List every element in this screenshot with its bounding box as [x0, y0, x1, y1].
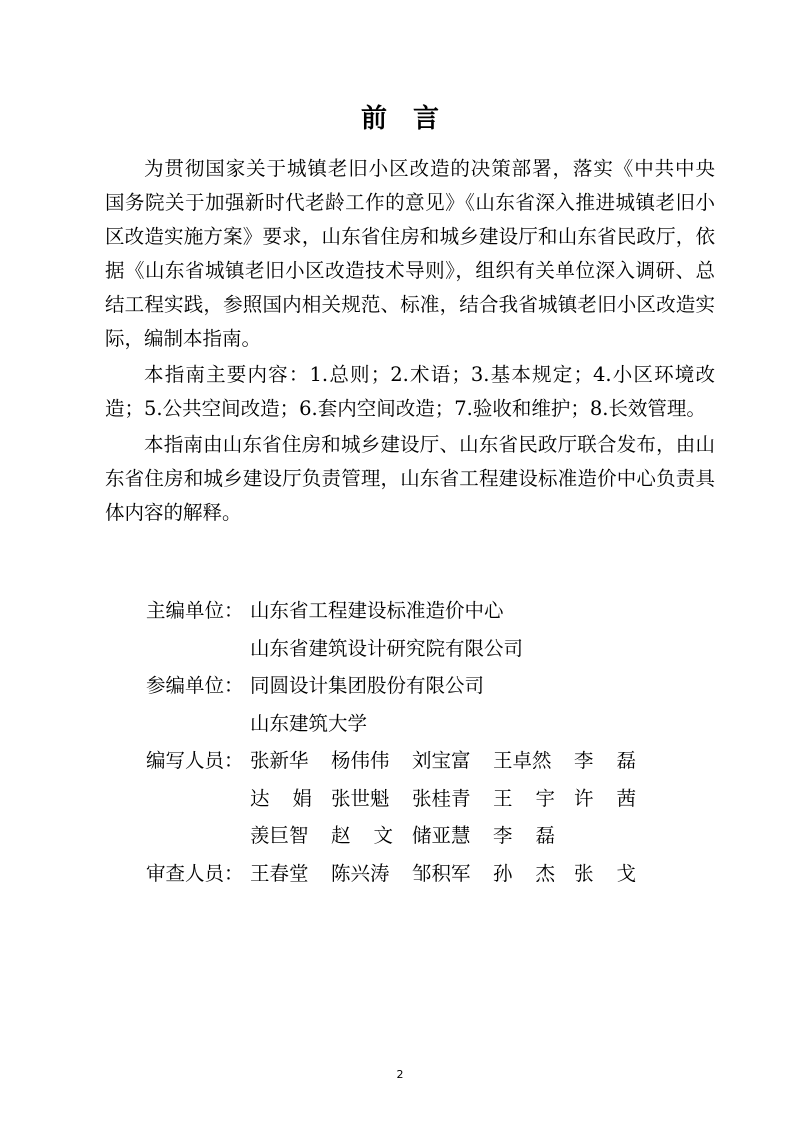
preface-body [105, 152, 715, 532]
person-name: 李 磊 [493, 824, 555, 847]
page-number: 2 [396, 1068, 404, 1081]
person-name: 刘宝富 [412, 749, 471, 772]
credits-block [146, 592, 686, 892]
paragraph-contents: 本指南主要内容：1.总则；2.术语；3.基本规定；4.小区环境改造；5.公共空间改造；6.套内空间改造；7.验收和维护；8.长效管理。 [105, 363, 715, 420]
reviewers-row [146, 855, 686, 893]
person-name: 杨伟伟 [331, 749, 390, 772]
participating-units-row [146, 667, 686, 705]
person-name: 邹积军 [412, 861, 471, 885]
chief-units-label: 主编单位： [146, 599, 244, 622]
participating-units-row-2 [146, 705, 686, 743]
person-name: 陈兴涛 [331, 861, 390, 885]
person-name: 储亚慧 [412, 824, 471, 847]
person-name: 孙 杰 [493, 861, 555, 885]
writers-list [250, 817, 686, 855]
reviewers-label: 审查人员： [146, 861, 244, 885]
person-name: 张新华 [250, 749, 309, 772]
participating-unit: 山东建筑大学 [250, 711, 368, 735]
participating-units-label: 参编单位： [146, 674, 244, 697]
person-name: 李 磊 [574, 749, 636, 772]
paragraph-purpose: 为贯彻国家关于城镇老旧小区改造的决策部署，落实《中共中央 国务院关于加强新时代老龄工作的意见》《山东省深入推进城镇老旧小区改造实施方案》要求，山东省住房和城乡建设厅和山东省民政厅，依据《山东省城镇老旧小区改造技术导则》，组织有关单位深入调研、总结工程实践，参照国内相关规范、标准，结合我省城镇老旧小区改造实际，编制本指南。 [105, 157, 715, 350]
person-name: 赵 文 [331, 824, 393, 847]
page-title: 前言 [360, 104, 465, 134]
person-name: 张桂青 [412, 786, 471, 810]
person-name: 张世魁 [331, 786, 390, 810]
person-name: 羡巨智 [250, 824, 309, 847]
person-name: 王春堂 [250, 861, 309, 885]
chief-unit: 山东省建筑设计研究院有限公司 [250, 636, 524, 660]
writers-list [250, 742, 686, 780]
writers-row [146, 742, 686, 780]
participating-unit: 同圆设计集团股份有限公司 [250, 674, 485, 697]
chief-units-row-2 [146, 630, 686, 668]
writers-label: 编写人员： [146, 749, 244, 772]
writers-row-3 [146, 817, 686, 855]
person-name: 王卓然 [493, 749, 552, 772]
writers-list [250, 780, 686, 818]
person-name: 达 娟 [250, 786, 312, 810]
chief-units-row [146, 592, 686, 630]
person-name: 王 宇 [493, 786, 555, 810]
paragraph-publication: 本指南由山东省住房和城乡建设厅、山东省民政厅联合发布，由山东省住房和城乡建设厅负责管理，山东省工程建设标准造价中心负责具体内容的解释。 [105, 433, 715, 524]
person-name: 张 戈 [574, 861, 636, 885]
writers-row-2 [146, 780, 686, 818]
person-name: 许 茜 [574, 786, 636, 810]
chief-unit: 山东省工程建设标准造价中心 [250, 599, 504, 622]
reviewers-list [250, 855, 686, 893]
